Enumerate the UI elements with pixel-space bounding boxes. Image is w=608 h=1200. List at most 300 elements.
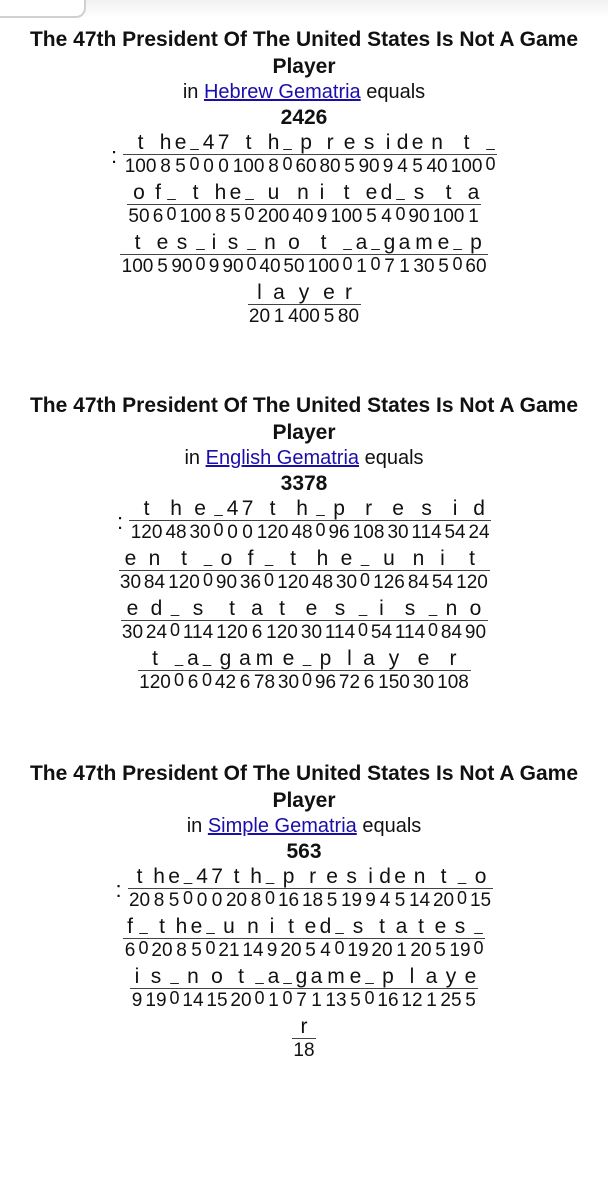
space-value-cell [369, 232, 382, 279]
letter-value-cell [318, 916, 333, 963]
letter-value: 40 [292, 206, 314, 227]
letter: t [379, 915, 385, 938]
letter-value: 90 [222, 256, 244, 277]
letter-value-cell [225, 498, 240, 545]
space-value-cell [357, 598, 370, 645]
letter-value-cell [119, 548, 143, 595]
letter: d [396, 131, 409, 154]
letter-value-cell [276, 548, 311, 595]
breakdown-lead-colon: : [116, 508, 124, 534]
letter: i [134, 965, 140, 988]
letter-value-cell [324, 598, 357, 645]
letter: e [282, 647, 295, 670]
letter-value-cell [292, 1016, 316, 1063]
letter: e [392, 497, 404, 520]
letter: y [298, 281, 310, 304]
letter-value: 0 [201, 154, 216, 179]
letter-value: 120 [216, 622, 248, 643]
letter-value: 90 [171, 256, 193, 277]
letter-value: 9 [382, 156, 394, 177]
letter: 4 [196, 865, 208, 888]
letter-value: 6 [362, 670, 377, 695]
letter: u [223, 915, 235, 938]
letter: s [413, 181, 425, 204]
letter-value-cell [464, 598, 488, 645]
letter-value-cell [279, 916, 303, 963]
letter-value: 30 [387, 522, 409, 543]
breakdown-row [0, 548, 608, 595]
letter-value: 30 [300, 622, 323, 643]
letter-value: 108 [352, 522, 385, 543]
letter: n [413, 865, 426, 888]
letter: a [251, 597, 263, 620]
letter-value: 1 [272, 304, 287, 329]
letter-value: 0 [202, 570, 215, 593]
letter: e [417, 647, 430, 670]
letter-value: 108 [437, 672, 469, 693]
letter: 7 [241, 497, 254, 520]
letter-value-cell [431, 548, 455, 595]
letter: o [220, 547, 233, 570]
letter-value: 54 [444, 522, 466, 543]
letter-value: 78 [253, 672, 276, 693]
breakdown-row [0, 916, 608, 963]
letter-value: 20 [280, 940, 302, 961]
letter: _ [247, 234, 256, 251]
letter-value: 5 [463, 988, 478, 1013]
letter-value-cell [346, 916, 370, 963]
letter-value-cell [195, 866, 210, 913]
letter-value: 16 [277, 890, 300, 911]
letter: i [368, 865, 373, 888]
letter: u [267, 181, 280, 204]
letter-value-cell [362, 648, 377, 695]
space-value-cell [484, 132, 497, 179]
letter-value-cell [282, 232, 306, 279]
letter: f [247, 547, 254, 570]
letter: t [343, 181, 350, 204]
letter-value: 20 [248, 306, 271, 327]
letter-value: 16 [377, 990, 399, 1011]
letter: e [323, 281, 335, 304]
letter-value-cell [151, 182, 165, 229]
letter-value: 80 [319, 156, 341, 177]
space-value-cell [212, 498, 225, 545]
letter-value: 96 [328, 522, 350, 543]
letter-value-cell [266, 966, 281, 1013]
letter-value: 120 [277, 572, 309, 593]
letter-value-cell [408, 866, 432, 913]
space-value-cell [168, 966, 181, 1013]
letter-value: 0 [263, 570, 276, 593]
letter: i [379, 597, 384, 620]
letter-value: 0 [240, 520, 255, 545]
space-value-cell [333, 916, 346, 963]
letter-value: 12 [401, 990, 423, 1011]
letter-value-cell [130, 966, 144, 1013]
letter-value-cell [432, 866, 456, 913]
letter: n [187, 965, 199, 988]
letter-value-cell [449, 132, 484, 179]
letter-value-cell [463, 966, 478, 1013]
letter-value: 0 [394, 204, 407, 227]
letter-value-cell [205, 966, 229, 1013]
phrase-title: The 47th President Of The United States Is Not A Game Player [29, 28, 579, 78]
cipher-link[interactable]: English Gematria [205, 447, 360, 469]
letter-value: 15 [469, 890, 492, 911]
breakdown-row [0, 866, 608, 913]
letter-value: 84 [143, 572, 166, 593]
letter-value-cell [410, 132, 425, 179]
letter-value: 100 [307, 256, 340, 277]
letter-value-cell [464, 232, 488, 279]
letter: h [153, 865, 165, 888]
letter: t [320, 231, 327, 254]
letter-value-cell [433, 916, 448, 963]
space-value-cell [202, 548, 215, 595]
letter-value-cell [127, 182, 151, 229]
letter-value: 90 [464, 622, 487, 643]
letter-value-cell [164, 498, 188, 545]
space-value-cell [427, 598, 440, 645]
letter: a [239, 647, 251, 670]
letter-value: 7 [294, 988, 309, 1013]
letter: e [168, 865, 180, 888]
space-value-cell [363, 966, 376, 1013]
letter-value-cell [152, 866, 167, 913]
letter-value: 6 [250, 620, 265, 645]
letter-value: 18 [301, 890, 324, 911]
letter-value-cell [215, 548, 239, 595]
letter: _ [343, 234, 352, 251]
space-value-cell [182, 866, 195, 913]
letter-value: 114 [394, 622, 426, 643]
letter-value-cell [120, 232, 155, 279]
letter-breakdown [0, 866, 608, 1063]
letter: d [150, 597, 163, 620]
space-value-cell [281, 132, 294, 179]
letter-value-cell [340, 866, 364, 913]
top-tab-edge [0, 0, 86, 18]
letter-value: 25 [440, 990, 462, 1011]
letter-value-cell [287, 282, 322, 329]
letter: i [269, 915, 275, 938]
letter-value: 96 [314, 672, 337, 693]
letter: h [175, 915, 188, 938]
letter-value: 7 [382, 254, 397, 279]
letter-value: 100 [330, 206, 363, 227]
letter: _ [283, 134, 292, 151]
letter-value: 20 [410, 940, 432, 961]
letter: d [379, 865, 391, 888]
letter-value: 0 [225, 520, 240, 545]
letter: t [159, 915, 165, 938]
letter-value: 0 [137, 938, 150, 961]
letter-value: 54 [370, 622, 393, 643]
letter-value: 60 [465, 256, 487, 277]
letter: t [233, 865, 240, 888]
letter-value: 5 [436, 254, 451, 279]
letter: o [133, 181, 145, 204]
letter-value: 0 [245, 254, 258, 277]
letter-value: 5 [393, 888, 408, 913]
letter-value-cell [395, 132, 410, 179]
letter: _ [302, 650, 312, 667]
letter-value-cell [378, 866, 393, 913]
letter-value: 8 [158, 154, 173, 179]
letter: g [219, 647, 232, 670]
letter-value: 0 [204, 938, 217, 961]
letter-value: 84 [407, 572, 430, 593]
letter-value: 14 [242, 940, 264, 961]
letter-value-cell [324, 966, 348, 1013]
letter-value: 0 [201, 670, 214, 693]
letter-value-cell [217, 916, 241, 963]
letter-value: 0 [210, 888, 225, 913]
letter: _ [365, 968, 374, 985]
letter: i [385, 131, 391, 154]
letter-value: 4 [379, 204, 394, 229]
space-value-cell [173, 648, 186, 695]
letter-value-cell [158, 132, 173, 179]
letter: _ [396, 184, 405, 201]
letter-value-cell [351, 498, 386, 545]
cipher-method-line [0, 446, 608, 471]
method-prefix: in [182, 81, 199, 103]
letter-value-cell [174, 916, 189, 963]
letter-breakdown [0, 132, 608, 329]
letter: s [334, 597, 346, 620]
letter-value: 100 [179, 206, 212, 227]
letter-value: 0 [359, 570, 372, 593]
letter: e [124, 547, 137, 570]
letter-value-cell [265, 598, 300, 645]
letter-value-cell [377, 648, 412, 695]
letter-value: 20 [151, 940, 173, 961]
space-value-cell [456, 866, 469, 913]
letter: o [211, 965, 223, 988]
gematria-result-block [0, 392, 608, 695]
letter-value: 40 [259, 256, 281, 277]
space-value-cell [188, 132, 201, 179]
letter: s [363, 131, 375, 154]
letter: t [440, 865, 447, 888]
letter-value-cell [239, 548, 263, 595]
letter-value: 120 [266, 622, 298, 643]
letter-value: 0 [484, 154, 497, 177]
letter: _ [174, 650, 184, 667]
letter-value: 18 [293, 1040, 315, 1061]
letter-value: 0 [301, 670, 314, 693]
letter: y [445, 965, 457, 988]
letter-value-cell [303, 916, 318, 963]
letter-value-cell [144, 966, 168, 1013]
letter: d [473, 497, 485, 520]
letter-value: 20 [225, 890, 248, 911]
letter: t [418, 915, 424, 938]
letter-value: 30 [277, 672, 300, 693]
letter: t [445, 181, 452, 204]
letter: _ [453, 234, 462, 251]
letter: r [309, 865, 317, 888]
letter: e [190, 915, 203, 938]
letter: h [316, 547, 329, 570]
letter: a [467, 181, 480, 204]
breakdown-row [0, 966, 608, 1013]
letter-value: 0 [188, 154, 201, 177]
letter-value: 13 [325, 990, 347, 1011]
letter-value-cell [181, 966, 205, 1013]
letter-value: 150 [378, 672, 410, 693]
letter: t [134, 231, 141, 254]
letter-value: 1 [309, 988, 324, 1013]
letter: e [343, 131, 356, 154]
letter-value-cell [214, 648, 238, 695]
letter: n [264, 231, 276, 254]
letter: e [349, 965, 362, 988]
letter: n [445, 597, 458, 620]
letter-value: 5 [173, 154, 188, 179]
space-value-cell [243, 182, 256, 229]
letter-value-cell [455, 548, 490, 595]
letter-value: 9 [208, 256, 220, 277]
letter: n [431, 131, 443, 154]
letter-value-cell [291, 182, 315, 229]
letter-value-cell [318, 132, 342, 179]
letter-value: 0 [281, 988, 294, 1011]
letter-value: 100 [450, 156, 483, 177]
space-value-cell [263, 548, 276, 595]
letter-value-cell [412, 232, 436, 279]
letter-value-cell [189, 916, 204, 963]
letter-value: 14 [408, 890, 431, 911]
cipher-link[interactable]: Simple Gematria [207, 815, 357, 837]
letter-value-cell [178, 182, 213, 229]
gematria-total: 2426 [280, 106, 328, 129]
letter-value: 114 [411, 522, 442, 543]
letter: e [156, 231, 169, 254]
letter-value-cell [294, 966, 309, 1013]
letter: f [155, 181, 161, 204]
letter-value: 19 [145, 990, 167, 1011]
letter-value: 5 [228, 204, 243, 229]
letter-value: 5 [364, 204, 379, 229]
letter: s [346, 865, 357, 888]
letter-value-cell [466, 182, 481, 229]
letter-value-cell [294, 132, 318, 179]
letter-value: 0 [357, 620, 370, 643]
letter-value-cell [265, 916, 279, 963]
space-value-cell [169, 598, 182, 645]
space-value-cell [472, 916, 485, 963]
letter: t [152, 647, 158, 670]
letter-value-cell [337, 282, 361, 329]
letter: t [279, 597, 285, 620]
letter-value: 0 [264, 888, 277, 911]
letter-value-cell [382, 232, 397, 279]
letter: _ [335, 918, 344, 935]
letter: _ [358, 600, 368, 617]
letter: d [319, 915, 332, 938]
letter-value: 36 [239, 572, 262, 593]
letter: i [440, 547, 445, 570]
letter-value-cell [129, 498, 164, 545]
letter: t [229, 597, 235, 620]
letter-value-cell [256, 182, 291, 229]
letter: r [345, 281, 352, 304]
letter: h [170, 497, 182, 520]
letter-value-cell [376, 966, 400, 1013]
letter: t [245, 131, 252, 154]
letter-value-cell [123, 916, 137, 963]
letter-value: 0 [341, 254, 354, 277]
letter-value-cell [186, 648, 201, 695]
letter-value: 30 [119, 572, 142, 593]
breakdown-lead-colon: : [115, 876, 122, 902]
letter-value-cell [309, 966, 324, 1013]
letter: _ [214, 500, 223, 517]
letter-value-cell [407, 548, 431, 595]
letter-value: 0 [427, 620, 440, 643]
letter-value: 5 [410, 154, 425, 179]
letter-value: 6 [152, 206, 164, 227]
cipher-link[interactable]: Hebrew Gematria [203, 81, 361, 103]
method-suffix: equals [364, 447, 424, 469]
letter-value-cell [394, 916, 409, 963]
letter-value: 120 [130, 522, 163, 543]
letter: _ [206, 918, 215, 935]
letter-value: 100 [121, 256, 154, 277]
letter: a [310, 965, 323, 988]
letter-value-cell [258, 232, 282, 279]
letter: p [470, 231, 482, 254]
letter-value: 114 [324, 622, 356, 643]
letter-value: 0 [165, 204, 178, 227]
letter-value: 9 [365, 890, 376, 911]
letter: e [174, 131, 187, 154]
letter-value-cell [231, 132, 266, 179]
letter-value-cell [440, 598, 464, 645]
letter-value-cell [253, 648, 277, 695]
letter: s [192, 597, 204, 620]
letter: s [454, 915, 466, 938]
letter-value: 50 [128, 206, 150, 227]
letter: t [137, 131, 144, 154]
letter-value: 5 [325, 888, 340, 913]
letter-value: 100 [432, 206, 465, 227]
letter: _ [203, 550, 213, 567]
letter-value-cell [155, 232, 170, 279]
letter-value: 8 [174, 938, 189, 963]
letter-value-cell [322, 282, 337, 329]
letter: a [355, 231, 368, 254]
letter: e [326, 865, 338, 888]
letter: e [411, 131, 424, 154]
letter-value: 20 [371, 940, 393, 961]
letter-value: 8 [213, 204, 228, 229]
letter: a [425, 965, 438, 988]
letter-value-cell [394, 598, 427, 645]
breakdown-lead-colon: : [110, 142, 118, 168]
space-value-cell [165, 182, 178, 229]
letter: g [295, 965, 308, 988]
letter: t [136, 865, 143, 888]
letter-value-cell [400, 966, 424, 1013]
letter-value: 4 [395, 154, 410, 179]
letter: h [214, 181, 227, 204]
letter: m [327, 965, 345, 988]
letter: e [304, 915, 317, 938]
